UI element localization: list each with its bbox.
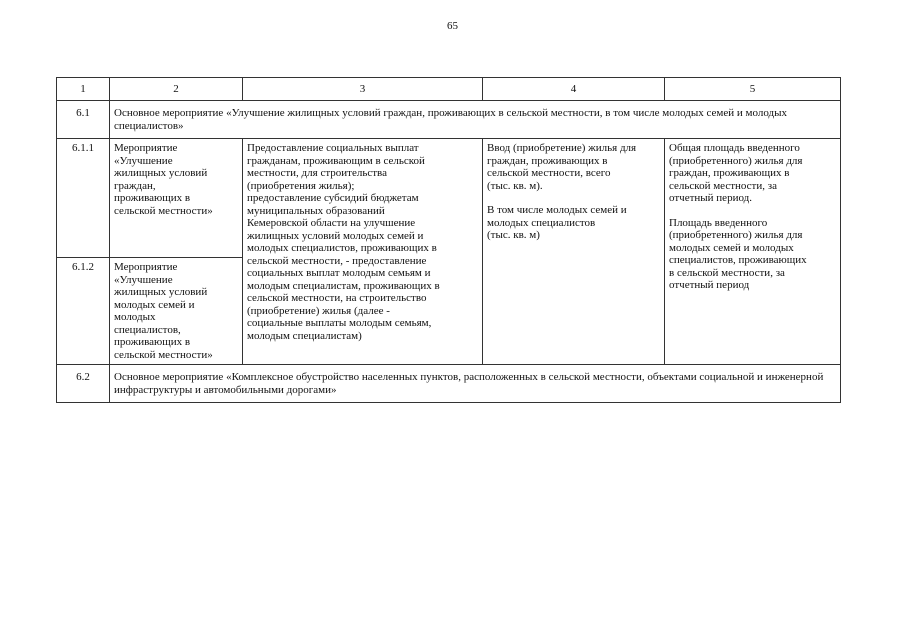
- row-number: 6.1: [57, 101, 110, 139]
- section-title: Основное мероприятие «Комплексное обустройство населенных пунктов, расположенных в сельской местности, объектами социальной и инженерной инфраструктуры и автомобильными дорогами»: [110, 365, 841, 403]
- row-number: 6.1.2: [57, 258, 110, 365]
- column-header: 5: [665, 78, 841, 101]
- row-number: 6.1.1: [57, 139, 110, 258]
- row-number: 6.2: [57, 365, 110, 403]
- column-header: 4: [483, 78, 665, 101]
- table-header-row: [57, 78, 841, 101]
- column-header: 3: [243, 78, 483, 101]
- indicator-total: Ввод (приобретение) жилья для граждан, проживающих в сельской местности, всего (тыс. кв. м).: [487, 142, 637, 192]
- table-row: [57, 365, 841, 403]
- activity-name: Мероприятие «Улучшение жилищных условий граждан, проживающих в сельской местности»: [110, 139, 243, 258]
- indicator-cell: [483, 139, 665, 365]
- section-title: Основное мероприятие «Улучшение жилищных условий граждан, проживающих в сельской местности, в том числе молодых семей и молодых специалистов»: [110, 101, 841, 139]
- column-header: 2: [110, 78, 243, 101]
- program-table: [56, 77, 841, 403]
- formula-total: Общая площадь введенного (приобретенного) жилья для граждан, проживающих в сельской местности, за отчетный период.: [669, 142, 803, 204]
- indicator-young: В том числе молодых семей и молодых специалистов (тыс. кв. м): [487, 204, 627, 241]
- column-header: 1: [57, 78, 110, 101]
- formula-young: Площадь введенного (приобретенного) жилья для молодых семей и молодых специалистов, проживающих в сельской местности, за отчетный период: [669, 216, 807, 291]
- formula-cell: [665, 139, 841, 365]
- activity-description: Предоставление социальных выплат гражданам, проживающим в сельской местности, для строительства (приобретения жилья); предоставление субсидий бюджетам муниципальных образований Кемеровской области на улучшение жилищных условий молодых семей и молодых специалистов, проживающих в сельской местности, - предоставление социальных выплат молодым семьям и молодым специалистам, проживающих в сельской местности, на строительство (приобретение) жилья (далее - социальные выплаты молодым семьям, молодым специалистам): [243, 139, 483, 365]
- table-row: [57, 139, 841, 258]
- page-number: 65: [447, 20, 458, 32]
- table-row: [57, 101, 841, 139]
- activity-name: Мероприятие «Улучшение жилищных условий молодых семей и молодых специалистов, проживающих в сельской местности»: [110, 258, 243, 365]
